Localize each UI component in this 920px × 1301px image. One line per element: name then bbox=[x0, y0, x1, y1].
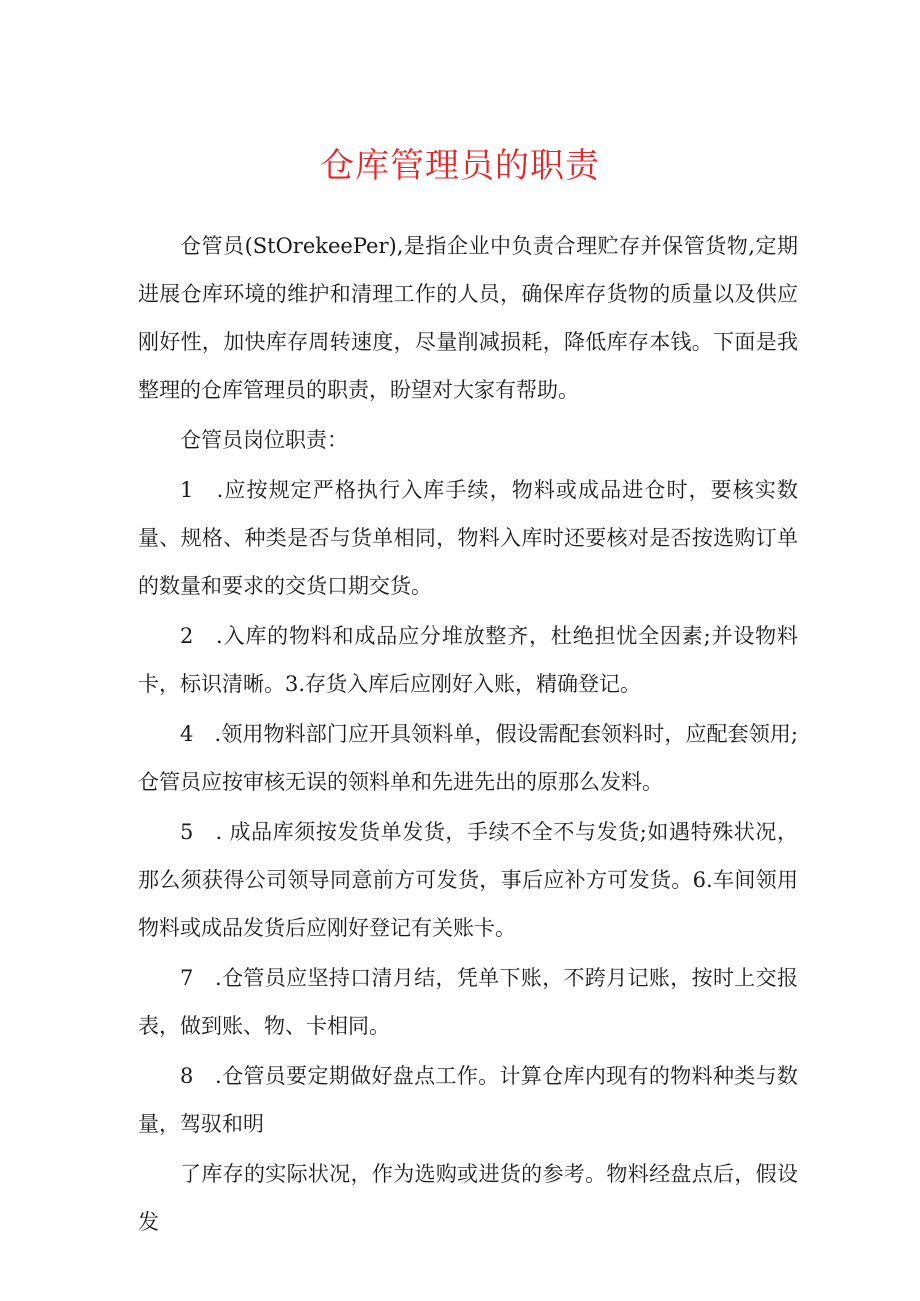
duty-item-7: 7 .仓管员应坚持口清月结，凭单下账，不跨月记账，按时上交报表，做到账、物、卡相同。 bbox=[138, 966, 798, 1038]
duty-item-2: 2 .入库的物料和成品应分堆放整齐，杜绝担忧全因素;并设物料卡，标识清晰。3.存货入库后应刚好入账，精确登记。 bbox=[138, 624, 798, 696]
intro-paragraph: 仓管员(StOrekeePer),是指企业中负责合理贮存并保管货物,定期进展仓库环境的维护和清理工作的人员，确保库存货物的质量以及供应刚好性，加快库存周转速度，尽量削减损耗，降低库存本钱。下面是我整理的仓库管理员的职责，盼望对大家有帮助。 bbox=[138, 234, 798, 402]
duty-item-8-continued: 了库存的实际状况，作为选购或进货的参考。物料经盘点后，假设发 bbox=[138, 1162, 798, 1234]
section-heading: 仓管员岗位职责： bbox=[180, 428, 348, 452]
duty-item-1: 1 .应按规定严格执行入库手续，物料或成品进仓时，要核实数量、规格、种类是否与货单相同，物料入库时还要核对是否按选购订单的数量和要求的交货口期交货。 bbox=[138, 478, 798, 598]
document-body bbox=[138, 222, 798, 1248]
duty-item-5: 5 . 成品库须按发货单发货，手续不全不与发货;如遇特殊状况，那么须获得公司领导同意前方可发货，事后应补方可发货。6.车间领用物料或成品发货后应刚好登记有关账卡。 bbox=[138, 820, 798, 940]
duty-item-8: 8 .仓管员要定期做好盘点工作。计算仓库内现有的物料种类与数量，驾驭和明 bbox=[138, 1064, 798, 1136]
document-title: 仓库管理员的职责 bbox=[320, 146, 600, 186]
duty-item-4: 4 .领用物料部门应开具领料单，假设需配套领料时，应配套领用;仓管员应按审核无误的领料单和先进先出的原那么发料。 bbox=[138, 722, 798, 794]
